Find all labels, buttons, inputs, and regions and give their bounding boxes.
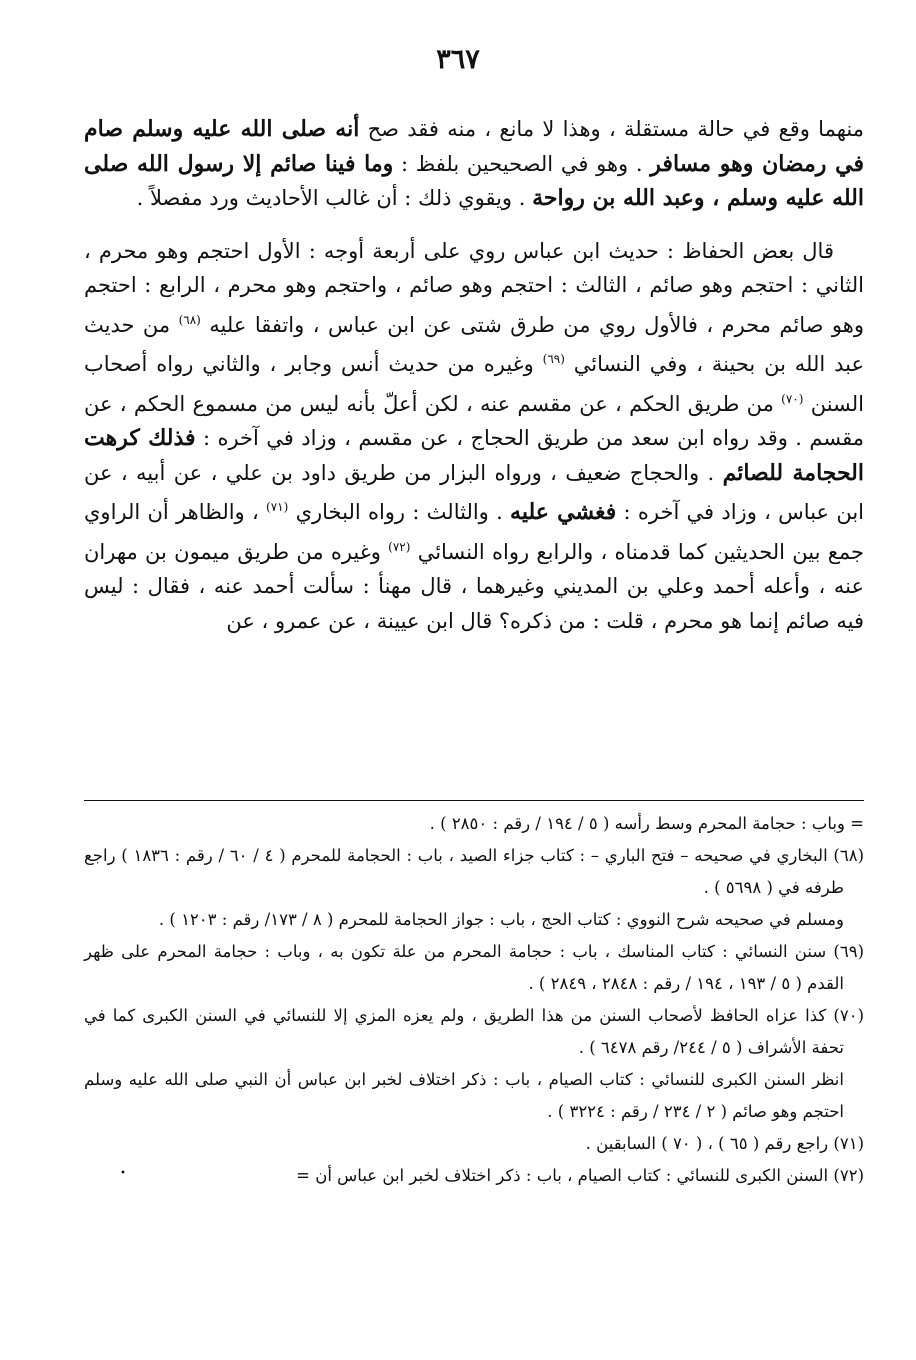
- page-number: ٣٦٧: [436, 44, 480, 75]
- bold-text-run: فذلك كرهت الحجامة للصائم: [84, 425, 864, 486]
- footnote-item: (٦٨) البخاري في صحيحه – فتح الباري – : كتاب جزاء الصيد ، باب : الحجامة للمحرم ( ٤ / ٦٠ / رقم : ١٨٣٦ ) راجع طرفه في ( ٥٦٩٨ ) .: [84, 846, 864, 897]
- stray-dot: •: [120, 1168, 126, 1179]
- footnote-item: (٧٠) كذا عزاه الحافظ لأصحاب السنن من هذا الطريق ، ولم يعزه المزي إلا للنسائي في السنن الكبرى كما في تحفة الأشراف ( ٥ / ٢٤٤/ رقم ٦٤٧٨ ) .: [84, 1006, 864, 1057]
- text-run: . والحجاج ضعيف ، ورواه البزار من طريق داود بن علي ، عن أبيه ، عن ابن عباس ، وزاد في آخره :: [84, 460, 864, 524]
- text-run: وغيره من طريق ميمون بن مهران عنه ، وأعله أحمد وعلي بن المديني وغيرهما ، قال مهنأ : سألت أحمد عنه ، فقال : ليس فيه صائم إنما هو محرم ، قلت : من ذكره؟ قال ابن عيينة ، عن عمرو ، عن: [84, 539, 864, 633]
- footnote-item: انظر السنن الكبرى للنسائي : كتاب الصيام ، باب : ذكر اختلاف لخبر ابن عباس أن النبي صلى الله عليه وسلم احتجم وهو صائم ( ٢ / ٢٣٤ / رقم : ٣٢٢٤ ) .: [84, 1070, 844, 1121]
- footnote-ref: (٧٠): [781, 391, 804, 406]
- text-run: . ويقوي ذلك : أن غالب الأحاديث ورد مفصلاً .: [136, 186, 533, 210]
- footnote-item: (٧٢) السنن الكبرى للنسائي : كتاب الصيام ، باب : ذكر اختلاف لخبر ابن عباس أن =: [296, 1166, 864, 1185]
- text-run: . وهو في الصحيحين بلفظ :: [393, 151, 651, 176]
- text-run: منهما وقع في حالة مستقلة ، وهذا لا مانع ، منه فقد صح: [359, 117, 864, 141]
- paragraph-2: [84, 234, 864, 639]
- bold-text-run: أنه صلى الله عليه وسلم صام في رمضان وهو مسافر: [84, 116, 864, 177]
- footnote-item: (٦٩) سنن النسائي : كتاب المناسك ، باب : حجامة المحرم من علة تكون به ، وباب : حجامة المحرم على ظهر القدم ( ٥ / ١٩٣ ، ١٩٤ / رقم : ٢٨٤٨ ، ٢٨٤٩ ) .: [84, 942, 864, 993]
- footnote-ref: (٧٢): [388, 539, 411, 554]
- text-run: وغيره من حديث أنس وجابر ، والثاني رواه أصحاب السنن: [84, 352, 864, 416]
- text-run: قال بعض الحفاظ : حديث ابن عباس روي على أربعة أوجه : الأول احتجم وهو محرم ، الثاني : احتجم وهو صائم ، الثالث : احتجم وهو صائم ، واحتجم وهو محرم ، الرابع : احتجم وهو صائم محرم ، فالأول روي من طرق شتى عن ابن عباس ، واتفقا عليه: [84, 238, 864, 337]
- footnote-item: (٧١) راجع رقم ( ٦٥ ) ، ( ٧٠ ) السابقين .: [585, 1134, 864, 1153]
- text-run: من حديث عبد الله بن بحينة ، وفي النسائي: [84, 312, 864, 376]
- footnote-ref: (٧١): [266, 500, 289, 514]
- footnote-ref: (٦٩): [542, 352, 565, 366]
- bold-text-run: وما فينا صائم إلا رسول الله صلى الله عليه وسلم ، وعبد الله بن رواحة: [84, 150, 864, 211]
- footnote-divider: [84, 800, 864, 801]
- footnotes: [84, 808, 864, 1192]
- bold-text-run: فغشي عليه: [510, 499, 617, 525]
- text-run: ، والظاهر أن الراوي جمع بين الحديثين كما قدمناه ، والرابع رواه النسائي: [84, 500, 864, 564]
- footnote-ref: (٦٨): [178, 312, 201, 327]
- text-run: . والثالث : رواه البخاري: [288, 500, 511, 524]
- footnote-item: = وباب : حجامة المحرم وسط رأسه ( ٥ / ١٩٤ / رقم : ٢٨٥٠ ) .: [429, 814, 864, 833]
- text-run: من طريق الحكم ، عن مقسم عنه ، لكن أعلّ بأنه ليس من مسموع الحكم ، عن مقسم . وقد رواه ابن سعد من طريق الحجاج ، عن مقسم ، وزاد في آخره :: [84, 391, 864, 450]
- footnote-item: ومسلم في صحيحه شرح النووي : كتاب الحج ، باب : جواز الحجامة للمحرم ( ٨ / ١٧٣/ رقم : ١٢٠٣ ) .: [158, 910, 844, 929]
- main-text: [84, 112, 864, 638]
- paragraph-1: [84, 112, 864, 216]
